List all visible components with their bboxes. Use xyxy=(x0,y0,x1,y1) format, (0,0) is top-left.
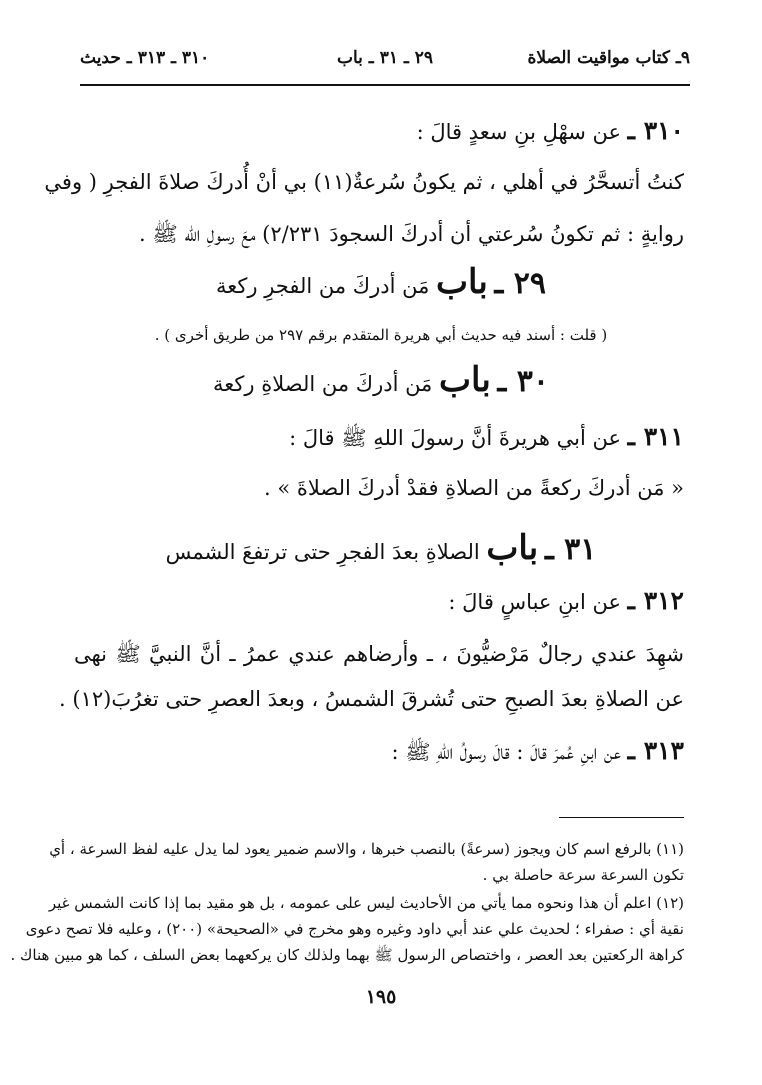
hadith-311-heading xyxy=(289,422,684,456)
hadith-number: ٣١٠ ـ xyxy=(627,116,684,145)
header-sections: ٢٩ ـ ٣١ ـ باب xyxy=(336,48,434,68)
bab-number: ٢٩ ـ xyxy=(494,266,547,301)
footnote-divider xyxy=(559,817,684,818)
bab-word: باب xyxy=(486,528,539,568)
bab-29-note: ( قلت : أسند فيه حديث أبي هريرة المتقدم برقم ٢٩٧ من طريق أخرى ) . xyxy=(154,326,608,344)
bab-word: باب xyxy=(436,262,488,302)
hadith-310-text-line-1: كنتُ أتسحَّرُ في أهلي ، ثم يكونُ سُرعةٌ(١١) بي أنْ أُدركَ صلاةَ الفجرِ ( وفي xyxy=(44,170,684,194)
hadith-312-heading xyxy=(448,586,684,615)
footnote-12-line-3: كراهة الركعتين بعد العصر ، واختصاص الرسول ﷺ بهما ولذلك كان يركعهما بعض السلف ، كما هو مبين هناك . xyxy=(10,946,684,964)
hadith-narrator: عن ابنِ عباسٍ قالَ : xyxy=(448,590,621,614)
hadith-narrator: عن سهْلِ بنِ سعدٍ قالَ : xyxy=(416,120,621,144)
page-number: ١٩٥ xyxy=(365,986,397,1008)
bab-title: مَن أدركَ من الصلاةِ ركعة xyxy=(213,372,433,396)
bab-number: ٣٠ ـ xyxy=(497,364,549,399)
running-header xyxy=(80,48,690,74)
hadith-number: ٣١٢ ـ xyxy=(627,586,684,615)
bab-number: ٣١ ـ xyxy=(544,532,597,567)
header-chapter: ٩ـ كتاب مواقيت الصلاة xyxy=(527,48,690,68)
footnote-12-line-2: نقية أي : صفراء ؛ لحديث علي عند أبي داود وغيره وهو مخرج في «الصحيحة» (٢٠٠) ، وعليه فلا تصح دعوى xyxy=(25,920,684,938)
bab-title: الصلاةِ بعدَ الفجرِ حتى ترتفعَ الشمس xyxy=(165,540,480,564)
header-divider xyxy=(80,84,690,86)
hadith-narrator: عن أبي هريرةَ أنَّ رسولَ اللهِ ﷺ قالَ : xyxy=(289,426,621,450)
bab-30-heading xyxy=(0,360,762,400)
hadith-narrator: عن ابنِ عُمرَ قالَ : قالَ رسولُ اللهِ ﷺ : xyxy=(391,740,621,764)
footnote-11-line-2: تكون السرعة سرعة حاصلة بي . xyxy=(482,866,684,884)
footnote-12-line-1: (١٢) اعلم أن هذا ونحوه مما يأتي من الأحاديث ليس على عمومه ، بل هو مقيد بما إذا كانت الشمس غير xyxy=(48,894,684,912)
hadith-310-heading xyxy=(417,116,684,145)
hadith-312-text-line-1: شهِدَ عندي رجالٌ مَرْضيُّونَ ، ـ وأرضاهم عندي عمرُ ـ أنَّ النبيَّ ﷺ نهى xyxy=(74,642,684,666)
bab-title: مَن أدركَ من الفجرِ ركعة xyxy=(215,274,430,298)
bab-29-heading xyxy=(0,262,762,302)
bab-word: باب xyxy=(439,360,491,400)
footnote-11-line-1: (١١) بالرفع اسم كان ويجوز (سرعةً) بالنصب خبرها ، والاسم ضمير يعود لما يدل عليه لفظ السرعة ، أي xyxy=(49,840,684,858)
hadith-313-heading xyxy=(392,736,684,770)
hadith-311-text: « مَن أدركَ ركعةً من الصلاةِ فقدْ أدركَ الصلاةَ » . xyxy=(263,476,684,500)
header-hadith-range: ٣١٠ ـ ٣١٣ ـ حديث xyxy=(80,48,210,68)
hadith-310-text-line-2: روايةٍ : ثم تكونُ سُرعتي أن أدركَ السجودَ ٢/٢٣١) معَ رسولِ الله ﷺ . xyxy=(139,222,684,246)
hadith-312-text-line-2: عن الصلاةِ بعدَ الصبحِ حتى تُشرقَ الشمسُ ، وبعدَ العصرِ حتى تغرُبَ(١٢) . xyxy=(59,687,684,711)
hadith-number: ٣١١ ـ xyxy=(627,422,684,451)
hadith-number: ٣١٣ ـ xyxy=(627,736,684,765)
bab-31-heading xyxy=(0,528,762,568)
